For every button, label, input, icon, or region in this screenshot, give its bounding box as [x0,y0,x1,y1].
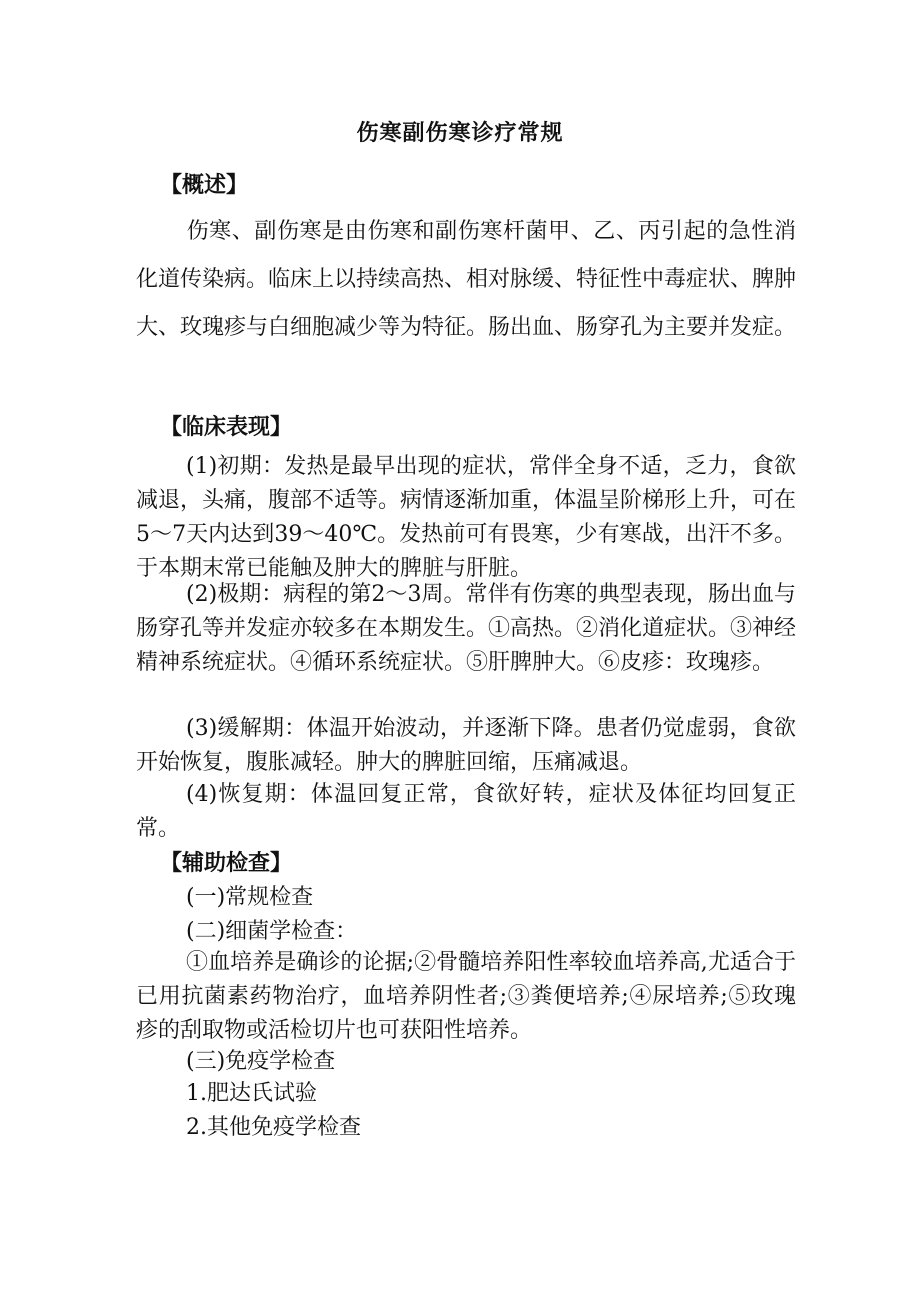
exam-immunology-item: 2.其他免疫学检查 [186,1115,361,1140]
clinical-item-text: (3)缓解期：体温开始波动，并逐渐下降。患者仍觉虚弱，食欲开始恢复，腹胀减轻。肿大的脾脏回缩，压痛减退。 [136,716,796,775]
exam-immunology: (三)免疫学检查 [186,1049,336,1074]
clinical-item-recovery [136,778,796,846]
exam-immunology-item: 1.肥达氏试验 [186,1081,317,1106]
section-heading-exam: 【辅助检查】 [160,850,293,876]
clinical-item-text: (2)极期：病程的第2～3周。常伴有伤寒的典型表现，肠出血与肠穿孔等并发症亦较多在本期发生。①高热。②消化道症状。③神经精神系统症状。④循环系统症状。⑤肝脾肿大。⑥皮疹：玫瑰疹。 [136,582,797,675]
overview-text: 伤寒、副伤寒是由伤寒和副伤寒杆菌甲、乙、丙引起的急性消化道传染病。临床上以持续高热、相对脉缓、特征性中毒症状、脾肿大、玫瑰疹与白细胞减少等为特征。肠出血、肠穿孔为主要并发症。 [136,219,797,340]
bacteriology-detail-text: ①血培养是确诊的论据;②骨髓培养阳性率较血培养高,尤适合于已用抗菌素药物治疗，血培养阴性者;③粪便培养;④尿培养;⑤玫瑰疹的刮取物或活检切片也可获阳性培养。 [136,950,796,1043]
exam-routine: (一)常规检查 [186,885,314,910]
clinical-item-initial [136,450,796,586]
clinical-item-remission [136,712,796,780]
overview-paragraph [136,208,796,352]
clinical-item-text: (1)初期：发热是最早出现的症状，常伴全身不适，乏力，食欲减退，头痛，腹部不适等。病情逐渐加重，体温呈阶梯形上升，可在5～7天内达到39～40℃。发热前可有畏寒，少有寒战，出汗不多。于本期末常已能触及肿大的脾脏与肝脏。 [136,454,797,581]
document-title: 伤寒副伤寒诊疗常规 [356,120,564,146]
exam-bacteriology-detail [136,946,796,1048]
clinical-item-peak [136,578,796,680]
section-heading-clinical: 【临床表现】 [160,414,293,440]
clinical-item-text: (4)恢复期：体温回复正常，食欲好转，症状及体征均回复正常。 [136,782,796,841]
section-heading-overview: 【概述】 [160,172,249,198]
exam-bacteriology: (二)细菌学检查： [186,919,358,944]
